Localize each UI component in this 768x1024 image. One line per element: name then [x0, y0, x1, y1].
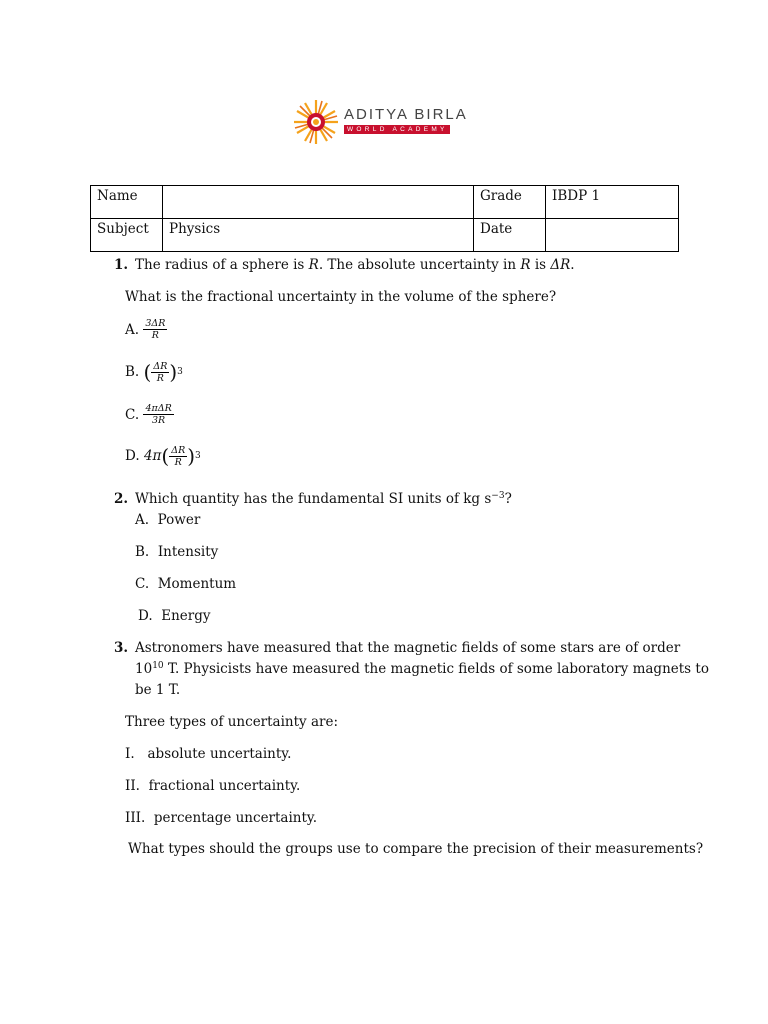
q1-stem-part: . The absolute uncertainty in: [318, 257, 521, 273]
name-value[interactable]: [163, 186, 474, 219]
option-label: D.: [138, 608, 153, 624]
q2-option-c[interactable]: [135, 576, 236, 592]
denominator: 3R: [151, 415, 166, 426]
q1-stem-part: The radius of a sphere is: [135, 257, 309, 273]
item-label: II.: [125, 778, 140, 794]
q1-number: 1.: [114, 257, 129, 273]
fraction: [151, 361, 169, 384]
q1-var-dr: ΔR: [550, 257, 571, 273]
subject-value: Physics: [163, 219, 474, 252]
q1-option-b[interactable]: B. ( $\frac{\Delta R}{R}$ ) 3: [125, 360, 183, 384]
numerator: ΔR: [153, 360, 168, 372]
denominator: R: [174, 456, 182, 468]
q3-line2-rest: T. Physicists have measured the magnetic fields of some laboratory magnets to: [163, 661, 709, 677]
subject-label: Subject: [91, 219, 163, 252]
q1-stem-part: is: [530, 257, 551, 273]
q2-option-d[interactable]: [138, 608, 211, 624]
option-text: Intensity: [157, 544, 219, 560]
sun-logo-icon: [292, 98, 340, 146]
q1-option-c[interactable]: [125, 403, 174, 426]
q3-item-2: [125, 778, 300, 794]
coefficient: 4π: [143, 448, 162, 464]
q1-stem-part: .: [570, 257, 575, 273]
q3-item-1: [125, 746, 291, 762]
q1-var-r: R: [308, 257, 319, 273]
numerator: ΔR: [171, 444, 186, 456]
numerator: 3ΔR: [145, 318, 166, 329]
grade-value: IBDP 1: [546, 186, 679, 219]
q1-question: What is the fractional uncertainty in the volume of the sphere?: [125, 289, 557, 305]
exponent: 3: [177, 367, 183, 377]
q3-exponent: 10: [152, 661, 164, 671]
q3-item-3: [125, 810, 317, 826]
option-label: B.: [135, 544, 150, 560]
option-text: Power: [157, 512, 201, 528]
table-row: [91, 186, 679, 219]
q1-stem: [135, 257, 575, 273]
option-label: B.: [125, 364, 140, 380]
q2-stem-text: Which quantity has the fundamental SI units of kg s: [135, 491, 492, 507]
option-label: C.: [135, 576, 150, 592]
q1-var-r: R: [520, 257, 531, 273]
logo-brand-text: ADITYA BIRLA: [344, 106, 468, 123]
numerator: 4πΔR: [145, 403, 172, 414]
table-row: [91, 219, 679, 252]
item-text: fractional uncertainty.: [148, 778, 301, 794]
option-text: Energy: [161, 608, 211, 624]
q3-number: 3.: [114, 640, 129, 656]
option-label: A.: [135, 512, 150, 528]
item-label: I.: [125, 746, 135, 762]
denominator: R: [151, 330, 159, 341]
name-label: Name: [91, 186, 163, 219]
item-label: III.: [125, 810, 146, 826]
grade-label: Grade: [474, 186, 546, 219]
q2-number: 2.: [114, 491, 129, 507]
q3-line3: be 1 T.: [135, 682, 181, 698]
q3-base: 10: [135, 661, 153, 677]
item-text: absolute uncertainty.: [147, 746, 292, 762]
q1-option-d[interactable]: D. 4π ( $\frac{\Delta R}{R}$ ) 3: [125, 444, 201, 468]
option-label: D.: [125, 448, 140, 464]
date-value[interactable]: [546, 219, 679, 252]
q2-exponent: −3: [491, 491, 505, 501]
school-logo: [292, 98, 468, 146]
student-info-table: [90, 185, 679, 252]
option-label: C.: [125, 406, 140, 423]
q2-stem: [135, 491, 512, 507]
logo-sub-text: WORLD ACADEMY: [344, 125, 450, 134]
q3-line1: Astronomers have measured that the magnetic fields of some stars are of order: [135, 640, 681, 656]
q3-intro: Three types of uncertainty are:: [125, 714, 339, 730]
option-label: A.: [125, 321, 140, 338]
fraction: [143, 318, 167, 341]
date-label: Date: [474, 219, 546, 252]
fraction: [143, 403, 173, 426]
fraction: [169, 445, 187, 468]
exponent: 3: [195, 451, 201, 461]
q3-line2: [135, 661, 709, 677]
q1-option-a[interactable]: [125, 318, 167, 341]
item-text: percentage uncertainty.: [153, 810, 318, 826]
q2-stem-end: ?: [504, 491, 512, 507]
option-text: Momentum: [157, 576, 237, 592]
q3-question: What types should the groups use to compare the precision of their measurements?: [128, 841, 704, 857]
q2-option-a[interactable]: [135, 512, 200, 528]
denominator: R: [156, 372, 164, 384]
q2-option-b[interactable]: [135, 544, 218, 560]
